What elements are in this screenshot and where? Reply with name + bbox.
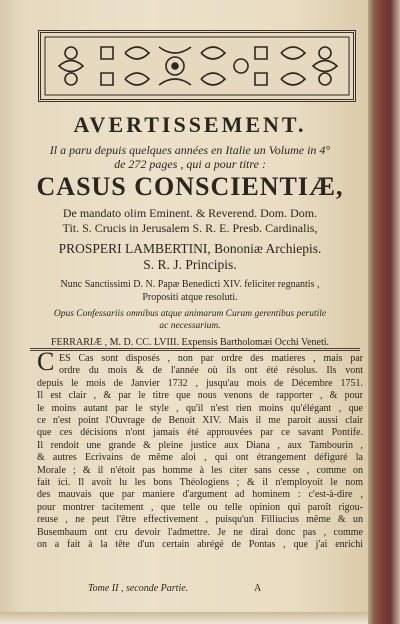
body-line: le moins autant par le style , qu'il n'est rien moins qu'élégant , que (37, 402, 363, 414)
book-line-1: De mandato olim Eminent. & Reverend. Dom. Dom. (62, 206, 318, 220)
body-line: des mauvais que par maniere d'argument ad hominem : c'est-à-dire , (37, 489, 363, 501)
book-line-2: Tit. S. Crucis in Jerusalem S. R. E. Presb. Cardinalis, (62, 221, 318, 235)
body-line: & autres Ecrivains de même aloi , qui ont étrangement défiguré la (37, 452, 363, 464)
body-line: pour montrer tacitement , que telle ou telle opinion qui paroît rigou- (37, 501, 363, 513)
book-title: CASUS CONSCIENTIÆ, (36, 172, 344, 201)
body-line: ce n'est point l'Ouvrage de Benoit XIV. Mais il me paroit aussi clair (37, 415, 363, 427)
body-line: Il rendoit une grande & pleine justice aux Diana , aux Tambourin , (37, 439, 363, 451)
ornament-icon (41, 33, 353, 99)
body-line: on a fait à la tête d'un certain abrégé de Pontas , que j'ai enrichi (37, 539, 363, 551)
body-line: reuse , ne peut l'être effectivement , puisqu'un Filliucius même & un (37, 514, 363, 526)
page-bottom-edge (0, 612, 368, 624)
intro-line-1: Il a paru depuis quelques années en Italie un Volume in 4° (49, 143, 331, 157)
author-line-1: PROSPERI LAMBERTINI, Bononiæ Archiepis. (58, 241, 322, 256)
body-paragraph (37, 353, 363, 552)
book-line-4: Propositi atque resoluti. (142, 292, 238, 303)
body-line: que ces décisions n'ont jamais été approuvées par ce savant Pontife. (37, 427, 363, 439)
body-line: ES Cas sont disposés , non par ordre des matieres , mais par (59, 353, 363, 364)
motto-line-1: Opus Confessariis omnibus atque animarum Curam gerentibus perutile (53, 309, 327, 319)
page-title: AVERTISSEMENT. (73, 112, 307, 137)
imprint-line: FERRARIÆ , M. D. CC. LVIII. Expensis Bartholomæi Occhi Veneti. (50, 337, 330, 348)
decorative-headpiece (38, 30, 356, 102)
book-line-3: Nunc Sanctissimi D. N. Papæ Benedicti XIV. feliciter regnantis , (60, 279, 320, 290)
body-line: ordre du mois & de l'année où ils ont été résolus. Ils vont (59, 365, 363, 377)
section-divider (30, 348, 360, 351)
body-line: fait ici. Il avoit lu les bons Théologiens ; & il n'employoit le nom (37, 477, 363, 489)
author-line-2: S. R. J. Principis. (143, 257, 237, 272)
drop-cap: C (37, 347, 55, 376)
motto-line-2: ac necessarium. (159, 321, 221, 331)
book-spine (368, 0, 400, 624)
body-line: Busembaum ont cru devoir l'admettre. Je ne dirai donc pas , comme (37, 526, 363, 538)
body-line: depuis le mois de Janvier 1732 , jusqu'au mois de Décembre 1751. (37, 377, 363, 389)
footer-signature: A (254, 583, 262, 594)
intro-line-2: de 272 pages , qui a pour titre : (114, 157, 266, 171)
body-line: Il est clair , & par le titre que nous venons de rapporter , & pour (37, 390, 363, 402)
body-line: Morale ; & il n'étoit pas homme à les citer sans cesse , comme on (37, 464, 363, 476)
footer-volume: Tome II , seconde Partie. (88, 583, 189, 594)
